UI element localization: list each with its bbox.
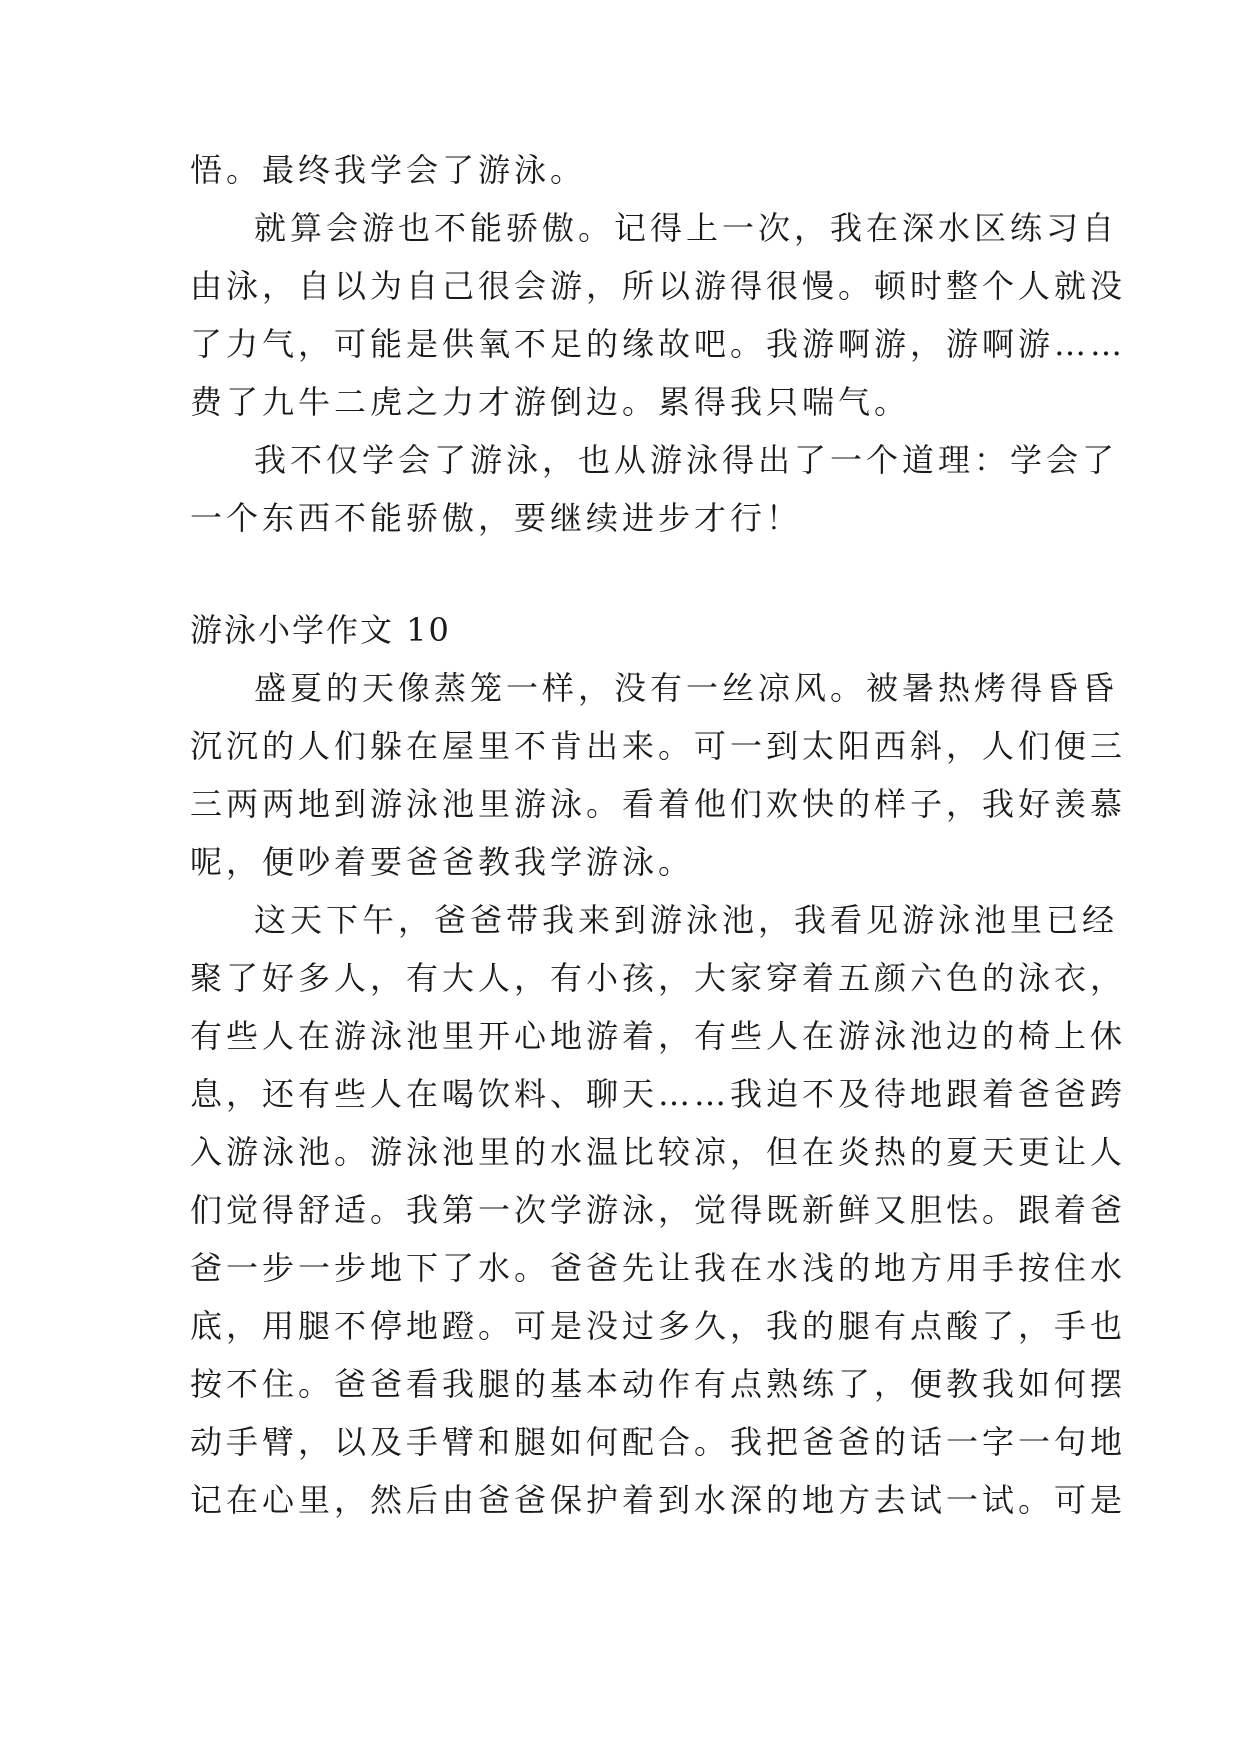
paragraph-start: 盛夏的天像蒸笼一样，没有一丝凉风。被暑热烤得昏昏 (254, 669, 1119, 707)
text-line: 们觉得舒适。我第一次学游泳，觉得既新鲜又胆怯。跟着爸 (190, 1191, 1127, 1229)
text-line: 有些人在游泳池里开心地游着，有些人在游泳池边的椅上休 (190, 1017, 1127, 1055)
text-line: 记在心里，然后由爸爸保护着到水深的地方去试一试。可是 (190, 1481, 1127, 1519)
paragraph-start: 就算会游也不能骄傲。记得上一次，我在深水区练习自 (254, 209, 1119, 247)
text-line: 费了九牛二虎之力才游倒边。累得我只喘气。 (190, 383, 911, 421)
text-line: 三两两地到游泳池里游泳。看着他们欢快的样子，我好羡慕 (190, 785, 1127, 823)
text-line: 息，还有些人在喝饮料、聊天……我迫不及待地跟着爸爸跨 (190, 1075, 1127, 1113)
paragraph-start: 这天下午，爸爸带我来到游泳池，我看见游泳池里已经 (254, 901, 1119, 939)
text-line: 爸一步一步地下了水。爸爸先让我在水浅的地方用手按住水 (190, 1249, 1127, 1287)
text-line: 一个东西不能骄傲，要继续进步才行！ (190, 499, 803, 537)
text-line: 由泳，自以为自己很会游，所以游得很慢。顿时整个人就没 (190, 267, 1127, 305)
section-title: 游泳小学作文 10 (190, 611, 451, 649)
text-line: 按不住。爸爸看我腿的基本动作有点熟练了，便教我如何摆 (190, 1365, 1127, 1403)
text-line: 底，用腿不停地蹬。可是没过多久，我的腿有点酸了，手也 (190, 1307, 1127, 1345)
paragraph-start: 我不仅学会了游泳，也从游泳得出了一个道理：学会了 (254, 441, 1119, 479)
text-line: 入游泳池。游泳池里的水温比较凉，但在炎热的夏天更让人 (190, 1133, 1127, 1171)
text-line: 沉沉的人们躲在屋里不肯出来。可一到太阳西斜，人们便三 (190, 727, 1127, 765)
text-line: 动手臂，以及手臂和腿如何配合。我把爸爸的话一字一句地 (190, 1423, 1127, 1461)
text-line: 了力气，可能是供氧不足的缘故吧。我游啊游，游啊游…… (190, 325, 1127, 363)
text-line: 聚了好多人，有大人，有小孩，大家穿着五颜六色的泳衣， (190, 959, 1127, 997)
text-line: 悟。最终我学会了游泳。 (190, 151, 587, 189)
text-line: 呢，便吵着要爸爸教我学游泳。 (190, 843, 695, 881)
